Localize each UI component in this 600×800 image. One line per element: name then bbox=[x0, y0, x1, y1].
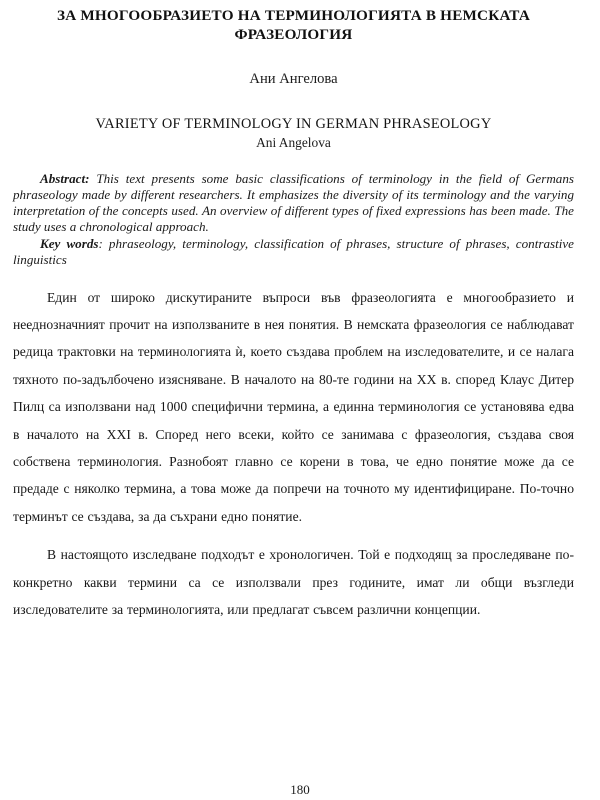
author-name-cyrillic: Ани Ангелова bbox=[249, 71, 338, 87]
abstract-paragraph bbox=[13, 171, 574, 235]
title-cyrillic-line-1: ЗА МНОГООБРАЗИЕТО НА ТЕРМИНОЛОГИЯТА В НЕМСКАТА bbox=[56, 7, 531, 24]
abstract-text: This text presents some basic classifications of terminology in the field of Germans phraseology made by different researchers. It emphasizes the diversity of its terminology and the varying interpretation of the concepts used. An overview of different types of fixed expressions has been made. The study uses a chronological approach. bbox=[13, 171, 574, 234]
abstract-section bbox=[13, 171, 574, 268]
keywords-label: Key words bbox=[40, 235, 99, 251]
body-paragraph-2: В настоящото изследване подходът е хронологичен. Той е подходящ за проследяване по-конкретно какви термини са се използвали през годините, имат ли общи възгледи изследователите за терминологията, или предлагат съвсем различни концепции. bbox=[13, 547, 574, 617]
page-number: 180 bbox=[290, 782, 310, 797]
keywords-text: : phraseology, terminology, classification of phrases, structure of phrases, contrastive linguistics bbox=[13, 235, 574, 267]
keywords-paragraph bbox=[13, 236, 574, 268]
title-cyrillic-line-2: ФРАЗЕОЛОГИЯ bbox=[234, 26, 353, 43]
author-name-english: Ani Angelova bbox=[256, 135, 331, 150]
page-content bbox=[13, 6, 574, 623]
page-title bbox=[13, 6, 574, 44]
title-english: VARIETY OF TERMINOLOGY IN GERMAN PHRASEOLOGY bbox=[95, 116, 492, 132]
abstract-label: Abstract: bbox=[40, 171, 90, 186]
body-paragraph-1: Един от широко дискутираните въпроси във фразеологията е многообразието и нееднозначният прочит на използваните в нея понятия. В немската фразеология се наблюдават редица трактовки на терминологията ѝ, което създава проблем на изследователите, и се налага тяхното по-задълбочено изясняване. В началото на 80-те години на ХХ в. според Клаус Дитер Пилц са използвани над 1000 специфични термина, а единна терминология се установява едва в началото на XXI в. Според него всеки, който се занимава с фразеология, създава своя собствена терминология. Разнобоят главно се корени в това, че едно понятие може да се предаде с няколко термина, а това може да попречи на точното му идентифициране. По-точно терминът се създава, за да съхрани едно понятие. bbox=[13, 289, 574, 524]
body-text bbox=[13, 284, 574, 624]
